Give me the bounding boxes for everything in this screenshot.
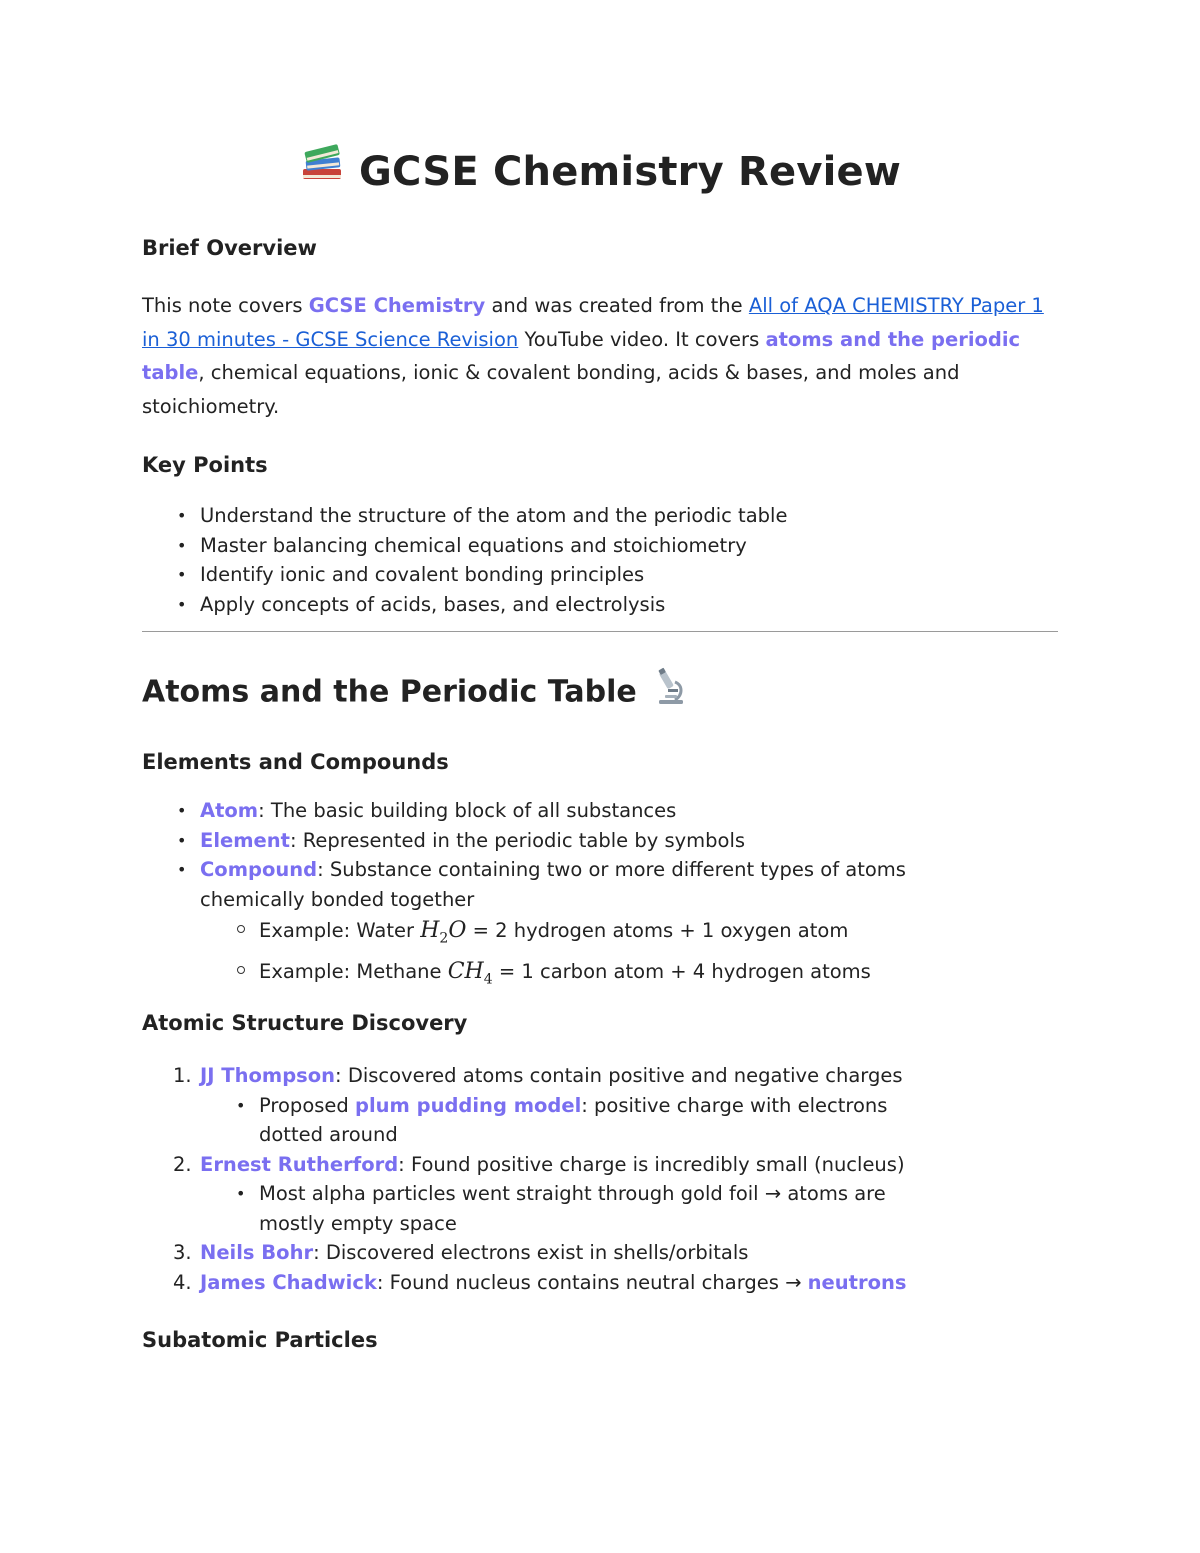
bullet: • (177, 801, 187, 820)
key-point-text: Master balancing chemical equations and stoichiometry (200, 533, 747, 557)
scientist-name: JJ Thompson (200, 1064, 336, 1087)
overview-paragraph (142, 289, 1058, 423)
youtube-video-link[interactable]: All of AQA CHEMISTRY Paper 1 in 30 minutes - GCSE Science Revision (142, 294, 1044, 351)
example-suffix: = 1 carbon atom + 4 hydrogen atoms (492, 960, 871, 984)
bullet: • (177, 565, 187, 584)
bullet: • (177, 830, 187, 850)
sub-text: Proposed (259, 1093, 355, 1117)
list-item (173, 1238, 1000, 1268)
list-number: 1. (173, 1064, 192, 1087)
example-suffix: = 2 hydrogen atoms + 1 oxygen atom (466, 919, 849, 942)
term-element: Element (200, 828, 290, 852)
plum-pudding-highlight: plum pudding model (354, 1093, 582, 1117)
key-point-text: Apply concepts of acids, bases, and electrolysis (200, 592, 666, 616)
bullet: • (177, 594, 187, 614)
elements-heading: Elements and Compounds (142, 750, 449, 774)
list-number: 2. (173, 1152, 192, 1176)
bullet: • (177, 506, 187, 525)
sub-text: Most alpha particles went straight through gold foil → atoms are mostly empty space (259, 1182, 886, 1235)
neutrons-highlight: neutrons (807, 1270, 907, 1294)
scientist-name: Ernest Rutherford (200, 1152, 399, 1176)
scientist-desc: : Discovered electrons exist in shells/orbitals (313, 1241, 749, 1264)
sub-text: : positive charge with electrons dotted around (259, 1093, 888, 1146)
term-compound: Compound (200, 858, 318, 881)
example-prefix: Example: Water (259, 919, 421, 942)
formula-part: O (448, 918, 467, 943)
document-page (142, 140, 1058, 1352)
page-title (142, 140, 1058, 204)
circle-bullet (237, 966, 245, 974)
overview-text-4: , chemical equations, ionic & covalent bonding, acids & bases, and moles and stoichiometry. (142, 361, 960, 418)
formula-subscript: 2 (439, 930, 449, 947)
bullet: • (177, 535, 187, 555)
term-description: : The basic building block of all substances (258, 799, 677, 822)
key-points-list (177, 501, 1050, 619)
overview-highlight-atoms: atoms and the periodic table (142, 327, 1021, 384)
list-item (259, 955, 1019, 996)
scientist-name: Neils Bohr (200, 1241, 314, 1264)
example-prefix: Example: Methane (259, 960, 448, 984)
list-item (173, 1150, 1000, 1180)
microscope-icon (653, 667, 687, 713)
overview-text-3: YouTube video. It covers (518, 327, 766, 351)
discovery-heading: Atomic Structure Discovery (142, 1011, 468, 1035)
overview-heading: Brief Overview (142, 236, 317, 260)
overview-text-2: and was created from the (485, 294, 749, 317)
scientist-desc: : Found positive charge is incredibly small (nucleus) (398, 1152, 905, 1176)
scientist-desc: : Found nucleus contains neutral charges → (376, 1270, 808, 1294)
section-heading (142, 670, 687, 716)
formula-methane (447, 959, 493, 988)
list-item (236, 1091, 929, 1150)
key-point-text: Identify ionic and covalent bonding principles (200, 563, 645, 586)
title-text: GCSE Chemistry Review (359, 149, 901, 195)
list-item (177, 855, 960, 914)
bullet: • (177, 860, 187, 879)
list-item (173, 1061, 1000, 1091)
list-number: 3. (173, 1241, 192, 1264)
list-item (177, 590, 1050, 620)
term-atom: Atom (200, 799, 259, 822)
key-point-text: Understand the structure of the atom and the periodic table (200, 504, 788, 527)
bullet: • (236, 1095, 246, 1115)
scientist-name: James Chadwick (200, 1270, 377, 1294)
key-points-heading: Key Points (142, 453, 268, 477)
term-description: : Substance containing two or more different types of atoms chemically bonded together (200, 858, 906, 911)
scientist-desc: : Discovered atoms contain positive and negative charges (335, 1064, 903, 1087)
section-heading-text: Atoms and the Periodic Table (142, 674, 637, 710)
subatomic-heading: Subatomic Particles (142, 1328, 378, 1352)
list-item (236, 1179, 929, 1238)
term-description: : Represented in the periodic table by symbols (289, 828, 746, 852)
section-divider (142, 631, 1058, 632)
formula-part: CH (447, 959, 484, 985)
list-item (177, 501, 1050, 531)
list-item (177, 826, 960, 856)
overview-text-1: This note covers (142, 294, 309, 317)
bullet: • (236, 1184, 246, 1203)
examples-list (259, 914, 1019, 997)
list-number: 4. (173, 1270, 192, 1294)
circle-bullet (237, 925, 245, 933)
list-item (177, 531, 1050, 561)
list-item (173, 1268, 1000, 1298)
overview-highlight-gcse: GCSE Chemistry (308, 294, 486, 317)
elements-list (177, 796, 960, 914)
list-item (177, 560, 1050, 590)
formula-subscript: 4 (483, 971, 493, 988)
formula-water (420, 918, 467, 947)
books-icon (299, 138, 345, 202)
discovery-list (173, 1061, 1000, 1297)
list-item (259, 914, 1019, 955)
list-item (177, 796, 960, 826)
formula-part: H (420, 918, 440, 943)
